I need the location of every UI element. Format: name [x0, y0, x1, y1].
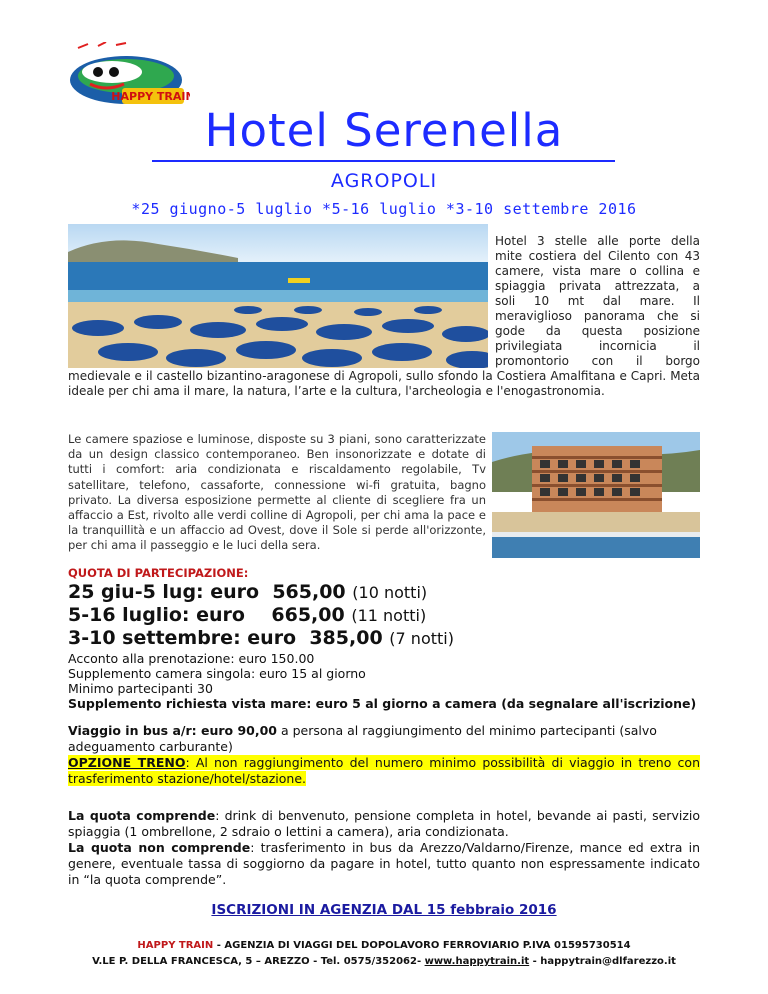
hotel-title: Hotel Serenella — [204, 104, 564, 157]
includes-label: La quota comprende — [68, 808, 216, 823]
includes-paragraph — [68, 808, 700, 840]
quota-includes — [68, 808, 700, 888]
quota-heading: QUOTA DI PARTECIPAZIONE: — [68, 566, 249, 580]
intro-line: meraviglioso panorama che si — [495, 309, 700, 323]
footer-brand: HAPPY TRAIN — [137, 940, 214, 951]
registration-notice: ISCRIZIONI IN AGENZIA DAL 15 febbraio 2016 — [211, 902, 557, 918]
intro-line: gode da questa posizione — [495, 324, 700, 338]
svg-text:HAPPY TRAIN: HAPPY TRAIN — [111, 90, 190, 103]
price-nights: (10 notti) — [352, 583, 428, 602]
price-line — [68, 580, 427, 605]
bus-details: a persona al raggiungimento del minimo partecipanti (salvo adeguamento carburante) — [68, 723, 657, 754]
footer-email: - happytrain@dlfarezzo.it — [529, 956, 676, 967]
excludes-label: La quota non comprende — [68, 840, 251, 855]
beach-photo — [68, 224, 488, 368]
intro-line: camere, vista mare o collina e — [495, 264, 700, 278]
rooms-description: Le camere spaziose e luminose, disposte su 3 piani, sono caratterizzate da un design classico contemporaneo. Ben insonorizzate e dotate di tutti i comfort: aria condizionata e riscaldamento regolabile, Tv satellitare, telefono, cassaforte, connessione wi-fi gratuita, bagno privato. La diversa esposizione permette al cliente di scegliere fra un affaccio a Est, rivolto alle verdi colline di Agropoli, per chi ama la pace e la tranquillità e un affaccio ad Ovest, dove il Sole si perde all'orizzonte, per chi ama il passeggio e le luci della sera. — [68, 432, 486, 553]
excludes-paragraph — [68, 840, 700, 888]
train-option — [68, 755, 700, 787]
intro-line: Hotel 3 stelle alle porte della — [495, 234, 700, 248]
footer-address: V.LE P. DELLA FRANCESCA, 5 – AREZZO - Tel. 0575/352062- — [92, 956, 425, 967]
bus-label: Viaggio in bus a/r: euro 90,00 — [68, 723, 278, 738]
min-participants: Minimo partecipanti 30 — [68, 681, 213, 696]
includes-text: : drink di benvenuto, pensione completa in hotel, bevande ai pasti, servizio spiaggia (1 ombrellone, 2 sdraio o lettini a camera), aria condizionata. — [68, 808, 700, 839]
single-supplement: Supplemento camera singola: euro 15 al giorno — [68, 666, 366, 681]
intro-line: mite costiera del Cilento con 43 — [495, 249, 700, 263]
train-details: : Al non raggiungimento del numero minimo possibilità di viaggio in treno con trasferimento stazione/hotel/stazione. — [68, 755, 700, 786]
footer-agency-text: - AGENZIA DI VIAGGI DEL DOPOLAVORO FERROVIARIO P.IVA 01595730514 — [213, 940, 631, 951]
footer-contacts — [0, 956, 768, 967]
price-nights: (11 notti) — [351, 606, 427, 625]
intro-continued: medievale e il castello bizantino-aragonese di Agropoli, sullo sfondo la Costiera Amalfitana e Capri. Meta ideale per chi ama il mare, la natura, l’arte e la cultura, l'archeologia e l'enogastronomia. — [68, 369, 700, 398]
location-subtitle: AGROPOLI — [330, 170, 438, 192]
intro-line: promontorio con il borgo — [495, 354, 700, 368]
price-label: 25 giu-5 lug: euro 565,00 — [68, 581, 346, 603]
train-label: OPZIONE TRENO — [68, 755, 186, 770]
price-label: 3-10 settembre: euro 385,00 — [68, 627, 383, 649]
acconto-text: Acconto alla prenotazione: euro 150.00 — [68, 651, 315, 666]
price-line — [68, 603, 426, 628]
hotel-photo — [492, 432, 700, 558]
intro-line: soli 10 mt dal mare. Il — [495, 294, 700, 308]
intro-description — [495, 234, 700, 369]
travel-dates: *25 giugno-5 luglio *5-16 luglio *3-10 settembre 2016 — [131, 200, 637, 218]
title-underline — [152, 160, 615, 162]
sea-view-supplement: Supplemento richiesta vista mare: euro 5 al giorno a camera (da segnalare all'iscrizione) — [68, 696, 697, 711]
intro-line: privilegiata incornicia il — [495, 339, 700, 353]
price-line — [68, 626, 454, 651]
price-nights: (7 notti) — [389, 629, 454, 648]
bus-option — [68, 723, 700, 755]
intro-line: spiaggia privata attrezzata, a — [495, 279, 700, 293]
price-label: 5-16 luglio: euro 665,00 — [68, 604, 345, 626]
happy-train-logo — [68, 42, 190, 108]
website-link[interactable]: www.happytrain.it — [424, 956, 530, 967]
excludes-text: : trasferimento in bus da Arezzo/Valdarno/Firenze, mance ed extra in genere, eventuale tassa di soggiorno da pagare in hotel, tutto quanto non espressamente indicato in “la quota comprende”. — [68, 840, 700, 887]
footer-agency — [0, 940, 768, 951]
